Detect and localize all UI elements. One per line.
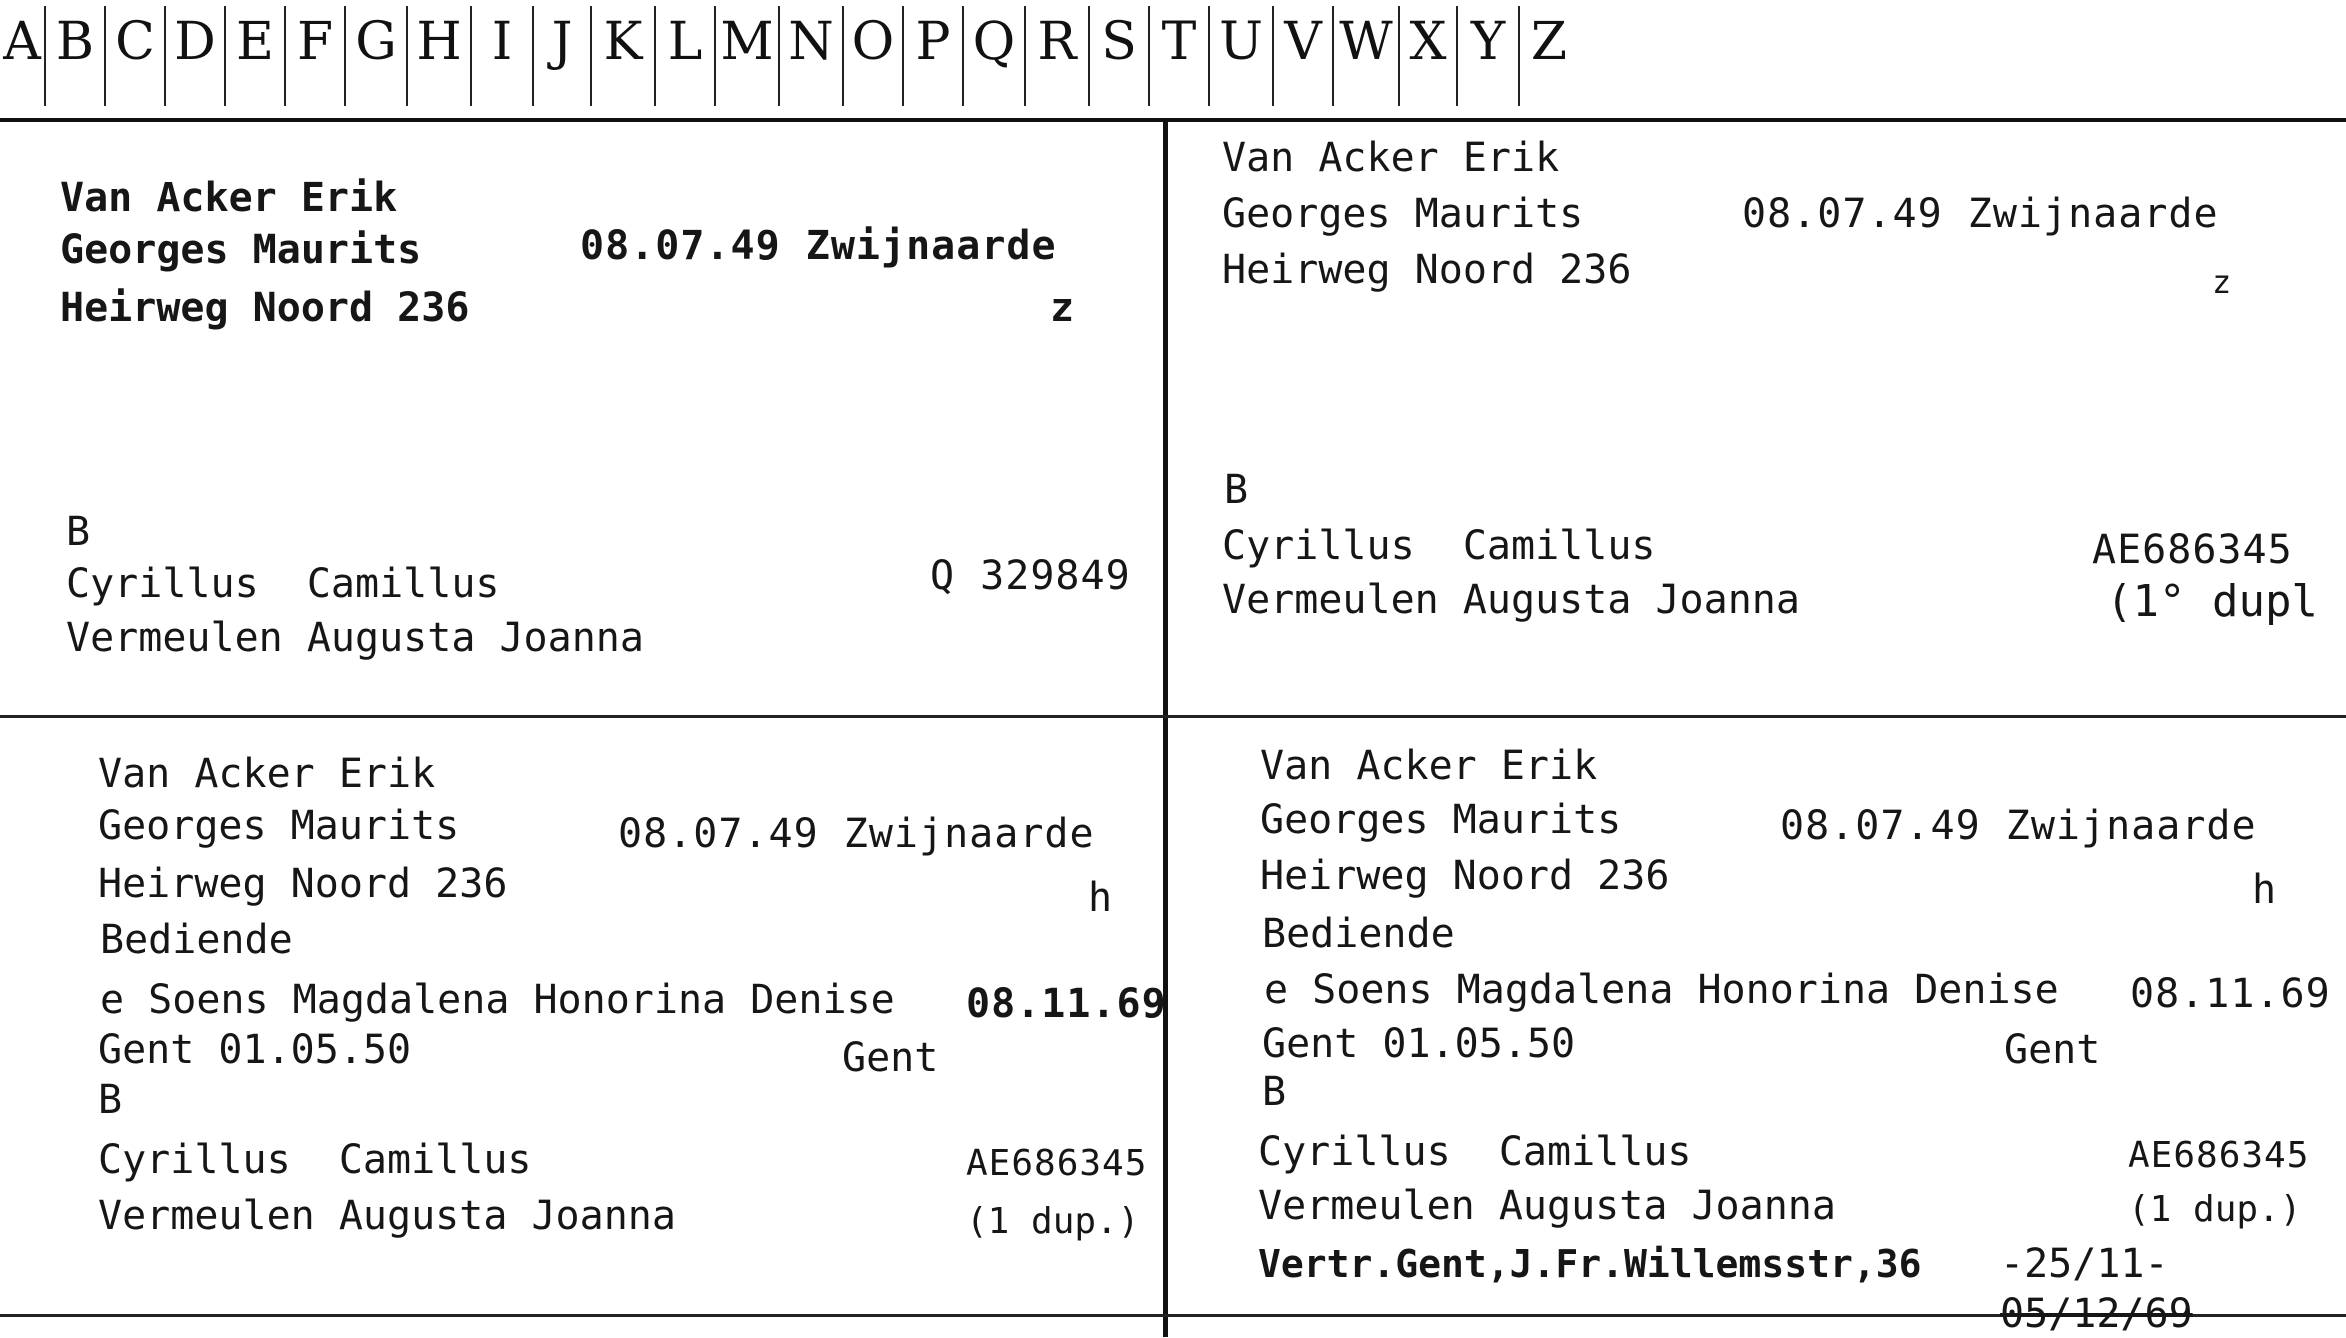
card-mother-name: Vermeulen Augusta Joanna <box>98 1193 676 1239</box>
bottom-divider <box>0 1314 2346 1317</box>
card-birth-date-place: 08.07.49 Zwijnaarde <box>580 223 1057 269</box>
index-letter-l: L <box>654 6 714 106</box>
card-code: z <box>1050 285 1075 331</box>
card-marker: B <box>66 509 91 555</box>
index-letter-g: G <box>344 6 406 106</box>
card-duplicate-note: (1° dupl <box>2106 576 2318 627</box>
index-letter-c: C <box>104 6 164 106</box>
card-address: Heirweg Noord 236 <box>1222 247 1632 293</box>
card-marker: B <box>98 1077 123 1123</box>
card-marriage-place: Gent <box>842 1035 939 1081</box>
index-letter-a: A <box>3 12 41 72</box>
index-letter-b: B <box>44 6 104 106</box>
index-letter-t: T <box>1148 6 1208 106</box>
index-letter-v: V <box>1272 6 1332 106</box>
card-given-names: Georges Maurits <box>1260 797 1622 843</box>
card-spouse: e Soens Magdalena Honorina Denise <box>1264 967 2059 1013</box>
card-duplicate-note: (1 dup.) <box>2128 1189 2302 1230</box>
card-mother-name: Vermeulen Augusta Joanna <box>1222 577 1800 623</box>
card-spouse-birth: Gent 01.05.50 <box>1262 1021 1576 1067</box>
card-name: Van Acker Erik <box>1260 743 1598 789</box>
alphabet-index-strip <box>0 0 2346 122</box>
card-name: Van Acker Erik <box>60 175 398 221</box>
card-departure-date: -25/11- <box>2000 1241 2169 1287</box>
card-duplicate-note: (1 dup.) <box>966 1201 1140 1242</box>
card-occupation: Bediende <box>100 917 293 963</box>
card-given-names: Georges Maurits <box>1222 191 1584 237</box>
card-document-number: AE686345 <box>2128 1135 2310 1176</box>
card-marriage-place: Gent <box>2004 1027 2101 1073</box>
index-letter-q: Q <box>962 6 1024 106</box>
card-father-names: Cyrillus Camillus <box>1222 523 1656 569</box>
card-marker: B <box>1262 1069 1287 1115</box>
index-letter-h: H <box>406 6 470 106</box>
card-address: Heirweg Noord 236 <box>60 285 470 331</box>
vertical-divider <box>1163 118 1168 1337</box>
card-given-names: Georges Maurits <box>60 227 422 273</box>
card-father-names: Cyrillus Camillus <box>1258 1129 1692 1175</box>
index-letter-d: D <box>164 6 224 106</box>
card-code: h <box>2252 867 2277 913</box>
index-letter-s: S <box>1088 6 1148 106</box>
index-letter-y: Y <box>1456 6 1518 106</box>
card-marriage-date: 08.11.69 <box>966 981 1167 1027</box>
card-address: Heirweg Noord 236 <box>98 861 508 907</box>
card-birth-date-place: 08.07.49 Zwijnaarde <box>618 811 1095 857</box>
card-given-names: Georges Maurits <box>98 803 460 849</box>
card-mother-name: Vermeulen Augusta Joanna <box>1258 1183 1836 1229</box>
card-mother-name: Vermeulen Augusta Joanna <box>66 615 644 661</box>
card-document-number: AE686345 <box>966 1143 1148 1184</box>
index-letter-w: W <box>1332 6 1398 106</box>
card-code: h <box>1088 875 1113 921</box>
card-document-number: AE686345 <box>2092 527 2293 573</box>
index-letter-k: K <box>590 6 654 106</box>
card-father-names: Cyrillus Camillus <box>66 561 500 607</box>
index-letter-f: F <box>284 6 344 106</box>
card-spouse-birth: Gent 01.05.50 <box>98 1027 412 1073</box>
card-marriage-date: 08.11.69 <box>2130 971 2331 1017</box>
index-letter-x: X <box>1398 6 1456 106</box>
index-letter-u: U <box>1208 6 1272 106</box>
index-letter-m: M <box>714 6 778 106</box>
card-birth-date-place: 08.07.49 Zwijnaarde <box>1780 803 2257 849</box>
card-father-names: Cyrillus Camillus <box>98 1137 532 1183</box>
index-letter-i: I <box>470 6 532 106</box>
card-occupation: Bediende <box>1262 911 1455 957</box>
card-name: Van Acker Erik <box>98 751 436 797</box>
card-code: z <box>2212 263 2232 301</box>
index-letter-n: N <box>778 6 842 106</box>
index-letter-e: E <box>224 6 284 106</box>
index-letter-j: J <box>532 6 590 106</box>
card-spouse: e Soens Magdalena Honorina Denise <box>100 977 895 1023</box>
card-document-number: Q 329849 <box>930 553 1131 599</box>
card-birth-date-place: 08.07.49 Zwijnaarde <box>1742 191 2219 237</box>
index-letter-o: O <box>842 6 902 106</box>
card-struck-date: 05/12/69 <box>2000 1291 2193 1337</box>
index-letter-z: Z <box>1518 6 1578 106</box>
horizontal-divider <box>0 715 2346 718</box>
card-departure-note: Vertr.Gent,J.Fr.Willemsstr,36 <box>1258 1242 1922 1286</box>
index-letter-p: P <box>902 6 962 106</box>
card-marker: B <box>1224 467 1249 513</box>
card-name: Van Acker Erik <box>1222 135 1560 181</box>
card-address: Heirweg Noord 236 <box>1260 853 1670 899</box>
index-letter-r: R <box>1024 6 1088 106</box>
